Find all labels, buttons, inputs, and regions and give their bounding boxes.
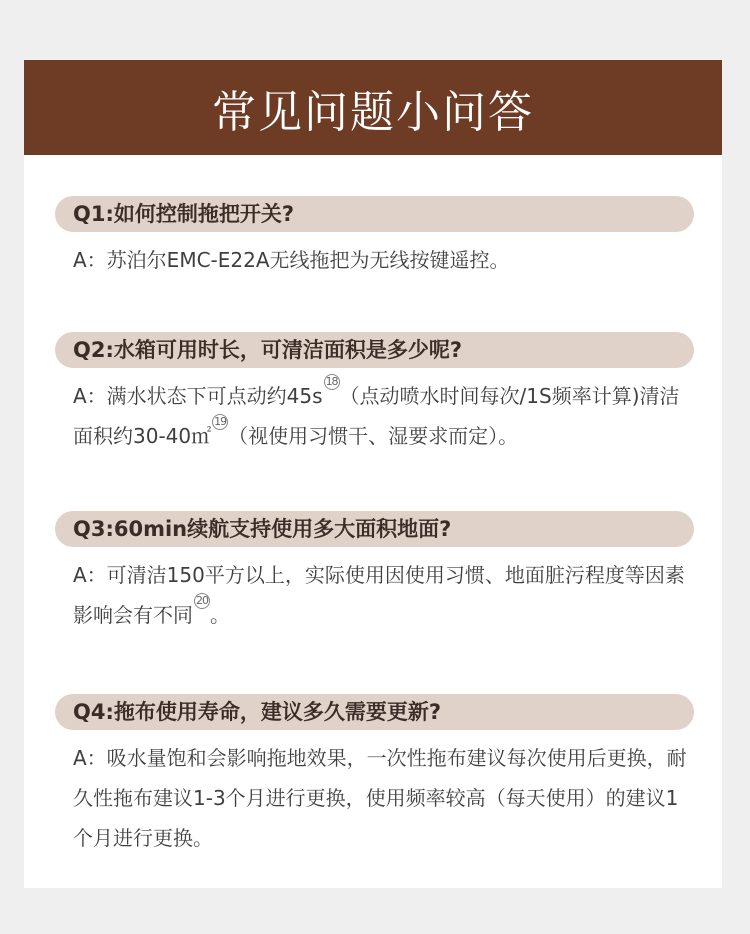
footnote-19: 19 <box>214 415 227 428</box>
faq-card <box>24 60 722 888</box>
faq-title-banner <box>24 60 722 155</box>
qa-item-2 <box>55 332 694 456</box>
page-title: 常见问题小问答 <box>212 86 534 138</box>
answer-2 <box>55 376 694 456</box>
qa-item-3 <box>55 511 694 635</box>
footnote-20: 20 <box>196 594 208 607</box>
question-2: Q2:水箱可用时长，可清洁面积是多少呢? <box>55 332 694 368</box>
qa-item-1 <box>55 196 694 280</box>
answer-2-part-2: （点动喷水时间每次/1S频率计算)清洁面积约30-40㎡ <box>73 384 680 448</box>
answer-4: A：吸水量饱和会影响拖地效果，一次性拖布建议每次使用后更换，耐久性拖布建议1-3个月进行更换，使用频率较高（每天使用）的建议1个月进行更换。 <box>73 746 687 850</box>
footnote-18: 18 <box>325 375 338 388</box>
answer-1: A：苏泊尔EMC-E22A无线拖把为无线按键遥控。 <box>73 248 510 272</box>
answer-3-part-1: A：可清洁150平方以上，实际使用因使用习惯、地面脏污程度等因素影响会有不同 <box>73 563 685 627</box>
answer-3-part-2: 。 <box>210 603 230 627</box>
answer-2-part-1: A：满水状态下可点动约45s <box>73 384 323 408</box>
answer-3 <box>55 555 694 635</box>
qa-item-4 <box>55 694 694 858</box>
question-3: Q3:60min续航支持使用多大面积地面? <box>55 511 694 547</box>
answer-2-part-3: （视使用习惯干、湿要求而定）。 <box>228 424 519 448</box>
question-4: Q4:拖布使用寿命，建议多久需要更新? <box>55 694 694 730</box>
question-1: Q1:如何控制拖把开关? <box>55 196 694 232</box>
